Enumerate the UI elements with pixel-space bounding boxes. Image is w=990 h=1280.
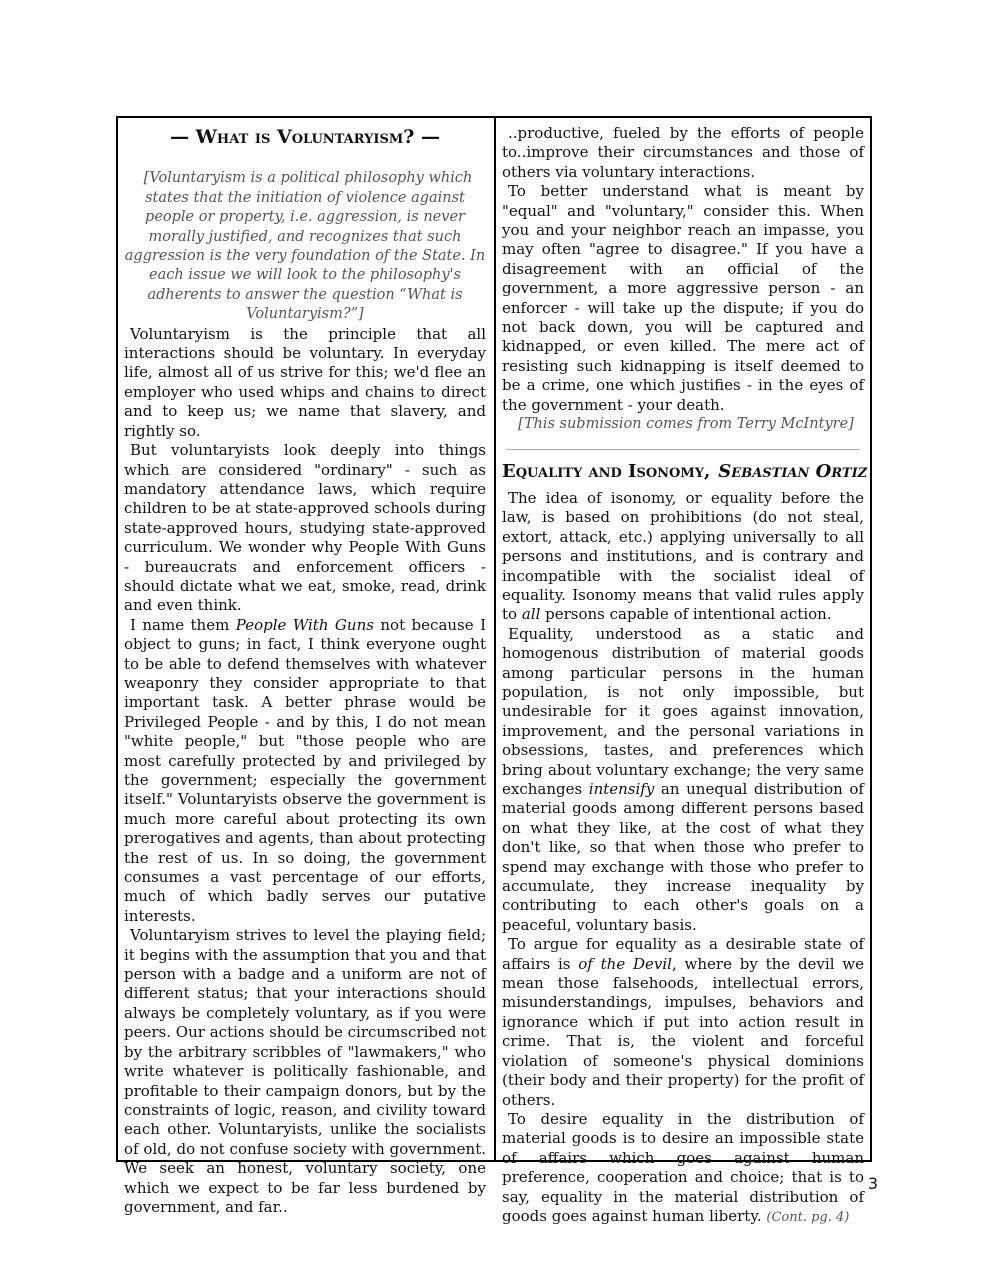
paragraph — [502, 1110, 864, 1227]
paragraph — [502, 625, 864, 936]
article-title: Equality and Isonomy, — [502, 460, 711, 482]
italic-text: all — [521, 605, 541, 624]
text-run: To desire equality in the distribution of material goods is to desire an impossible state of affairs which goes against human preference, cooperation and choice; that is to say, equality in the material distribution of goods goes against human liberty. — [502, 1109, 864, 1225]
paragraph — [502, 935, 864, 1110]
voluntaryism-heading: — What is Voluntaryism? — — [169, 126, 441, 148]
text-run: The idea of isonomy, or equality before the law, is based on prohibitions (do not steal, extort, attack, etc.) applying universally to all persons and institutions, and is contrary and incompatible with the socialist ideal of equality. Isonomy means that valid rules apply to — [502, 488, 864, 624]
text-run: an unequal distribution of material goods among different persons based on what they like, at the cost of what they don't like, so that when those who prefer to spend may exchange with those who prefer to accumulate, they increase inequality by contributing to each other's goals on a peaceful, voluntary basis. — [502, 780, 864, 934]
page-number: 3 — [867, 1174, 878, 1193]
left-column — [124, 124, 486, 1216]
text-run: Equality, understood as a static and homogenous distribution of material goods among particular persons in the human population, is not only impossible, but undesirable for it goes against innovation, improvement, and the personal variations in obsessions, tastes, and preferences which bring about voluntary exchange; the very same exchanges — [502, 624, 864, 798]
submission-credit: [This submission comes from Terry McIntyre] — [518, 416, 854, 433]
text-run: I name them — [130, 615, 236, 634]
paragraph — [502, 489, 864, 625]
paragraph: To better understand what is meant by "equal" and "voluntary," consider this. When you and your neighbor reach an impasse, you may often "agree to disagree." If you have a disagreement with an official of the government, a more aggressive person - an enforcer - will take up the dispute; if you do not back down, you will be captured and kidnapped, or even killed. The mere act of resisting such kidnapping is itself deemed to be a crime, one which justifies - in the eyes of the government - your death. — [502, 182, 864, 414]
paragraph: ..productive, fueled by the efforts of people to..improve their circumstances and those of others via voluntary interactions. — [502, 124, 864, 181]
section-rule — [506, 449, 860, 450]
text-run: not because I object to guns; in fact, I think everyone ought to be able to defend themselves with whatever weaponry they consider appropriate to that important task. A better phrase would be Privileged People - and by this, I do not mean "white people," but "those people who are most carefully protected by and privileged by the government; especially the government itself." Voluntaryists observe the government is much more careful about protecting its own prerogatives and agents, than about protecting the rest of us. In so doing, the government consumes a vast percentage of our efforts, much of which badly serves our putative interests. — [124, 615, 486, 925]
paragraph: Voluntaryism is the principle that all interactions should be voluntary. In everyday life, almost all of us strive for this; we'd flee an employer who used whips and chains to direct and to keep us; we name that slavery, and rightly so. — [124, 324, 486, 440]
text-run: To argue for equality as a desirable state of affairs is — [502, 935, 864, 973]
italic-text: of the Devil — [578, 954, 672, 973]
paragraph — [124, 616, 486, 927]
text-run: persons capable of intentional action. — [540, 605, 832, 624]
equality-heading — [502, 460, 868, 482]
article-author: Sebastian Ortiz — [718, 460, 868, 482]
voluntaryism-intro: [Voluntaryism is a political philosophy which states that the initiation of violence against people or property, i.e. aggression, is never morally justified, and recognizes that such aggression is the very foundation of the State. In each issue we will look to the philosophy's adherents to answer the question “What is Voluntaryism?”] — [124, 170, 486, 323]
right-column — [502, 124, 868, 1225]
continued-note: (Cont. pg. 4) — [766, 1209, 850, 1225]
column-divider — [494, 116, 496, 1162]
paragraph: Voluntaryism strives to level the playing field; it begins with the assumption that you and that person with a badge and a uniform are not of different status; that your interactions should always be completely voluntary, as if you were peers. Our actions should be circumscribed not by the arbitrary scribbles of "lawmakers," who write whatever is politically fashionable, and profitable to their campaign donors, but by the constraints of logic, reason, and civility toward each other. Voluntaryists, unlike the socialists of old, do not confuse society with government. We seek an honest, voluntary society, one which we expect to be far less burdened by government, and far.. — [124, 926, 486, 1216]
italic-text: intensify — [588, 780, 655, 798]
paragraph: But voluntaryists look deeply into things which are considered "ordinary" - such as mandatory attendance laws, which require children to be at state-approved schools during state-approved hours, studying state-approved curriculum. We wonder why People With Guns - bureaucrats and enforcement officers - should dictate what we eat, smoke, read, drink and even think. — [124, 441, 486, 615]
text-run: , where by the devil we mean those falsehoods, intellectual errors, misunderstandings, impulses, behaviors and ignorance which if put into action result in crime. That is, the violent and forceful violation of someone's physical dominions (their body and their property) for the profit of others. — [502, 954, 864, 1109]
italic-text: People With Guns — [235, 615, 374, 634]
